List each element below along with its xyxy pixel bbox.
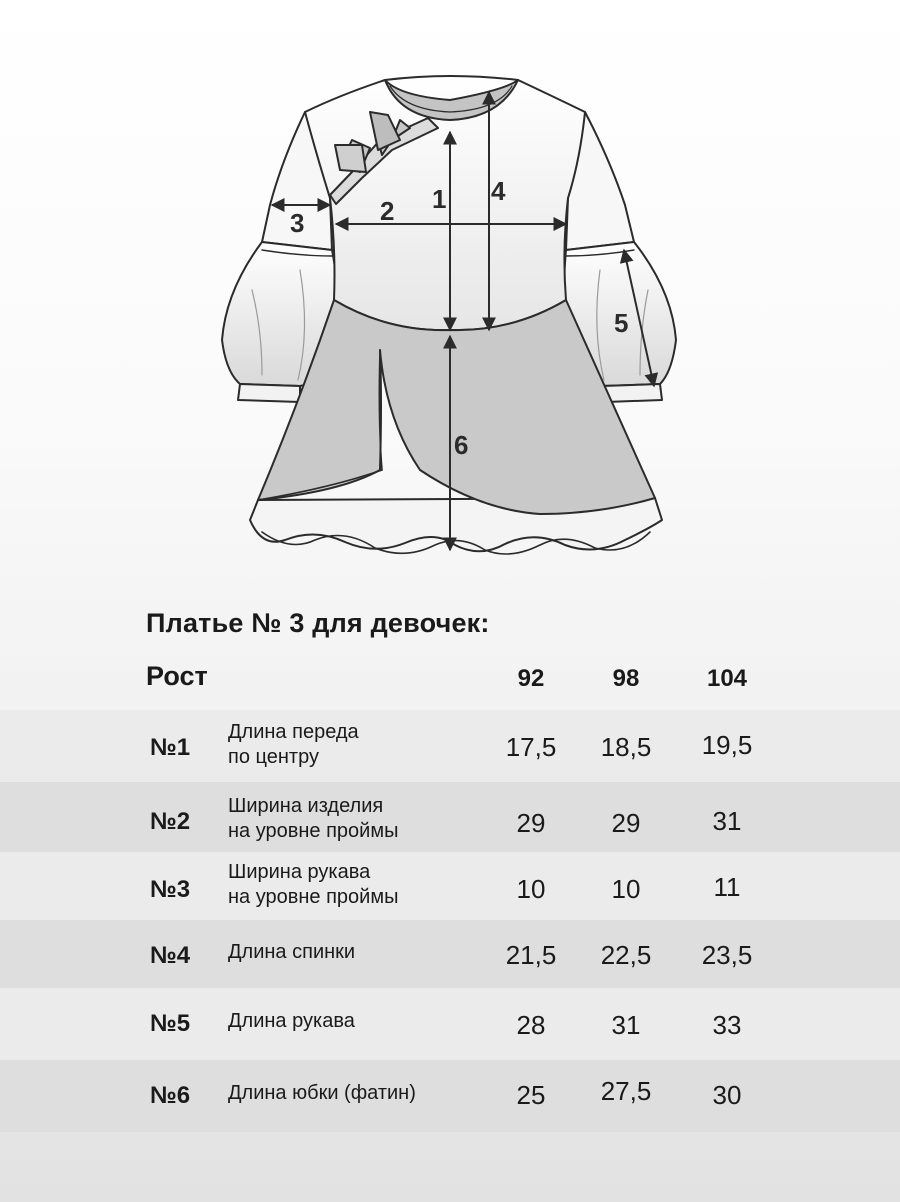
- table-row: [0, 710, 900, 782]
- label-1: 1: [432, 184, 447, 214]
- row-value-98: 10: [611, 874, 641, 904]
- size-header-row: [0, 655, 900, 703]
- row-value-92: 28: [516, 1010, 546, 1040]
- row-value-104: 30: [712, 1080, 742, 1110]
- row-value-92: 25: [516, 1080, 546, 1110]
- row-description-line1: Длина переда: [228, 721, 359, 743]
- row-description-line1: Ширина рукава: [228, 861, 371, 883]
- row-value-104: 19,5: [701, 730, 753, 760]
- row-number: №3: [150, 876, 191, 903]
- row-value-98: 22,5: [600, 940, 652, 970]
- row-value-92: 10: [516, 874, 546, 904]
- row-description-line1: Длина рукава: [228, 1010, 355, 1032]
- left-sleeve-cuff: [238, 384, 300, 402]
- size-104: 104: [706, 665, 748, 692]
- height-label: Рост: [146, 661, 208, 691]
- row-number: №6: [150, 1082, 191, 1109]
- row-description-line2: по центру: [228, 746, 319, 768]
- row-description-line2: на уровне проймы: [228, 886, 399, 908]
- row-description-line1: Ширина изделия: [228, 795, 384, 817]
- label-2: 2: [380, 196, 395, 226]
- row-value-92: 17,5: [505, 732, 557, 762]
- row-value-104: 31: [712, 806, 742, 836]
- table-row: [0, 1060, 900, 1132]
- row-value-98: 29: [611, 808, 641, 838]
- row-number: №2: [150, 808, 191, 835]
- row-value-98: 18,5: [600, 732, 652, 762]
- size-92: 92: [517, 665, 545, 692]
- row-description-line2: на уровне проймы: [228, 820, 399, 842]
- row-value-104: 11: [713, 872, 741, 902]
- row-number: №5: [150, 1010, 191, 1037]
- table-row: [0, 852, 900, 920]
- row-value-98: 31: [611, 1010, 641, 1040]
- table-title: Платье № 3 для девочек:: [146, 608, 490, 638]
- label-6: 6: [454, 430, 469, 460]
- row-value-98: 27,5: [600, 1076, 652, 1106]
- row-value-92: 21,5: [505, 940, 557, 970]
- label-4: 4: [491, 176, 506, 206]
- size-98: 98: [612, 665, 640, 692]
- row-description-line1: Длина юбки (фатин): [228, 1082, 416, 1104]
- row-description-line1: Длина спинки: [228, 941, 356, 963]
- row-value-92: 29: [516, 808, 546, 838]
- row-number: №1: [150, 734, 191, 761]
- label-5: 5: [614, 308, 629, 338]
- row-value-104: 23,5: [701, 940, 753, 970]
- table-row: [0, 782, 900, 852]
- dress-measurement-diagram: [0, 0, 900, 590]
- row-number: №4: [150, 942, 191, 969]
- table-row: [0, 920, 900, 988]
- label-3: 3: [290, 208, 305, 238]
- table-row: [0, 988, 900, 1060]
- row-value-104: 33: [712, 1010, 742, 1040]
